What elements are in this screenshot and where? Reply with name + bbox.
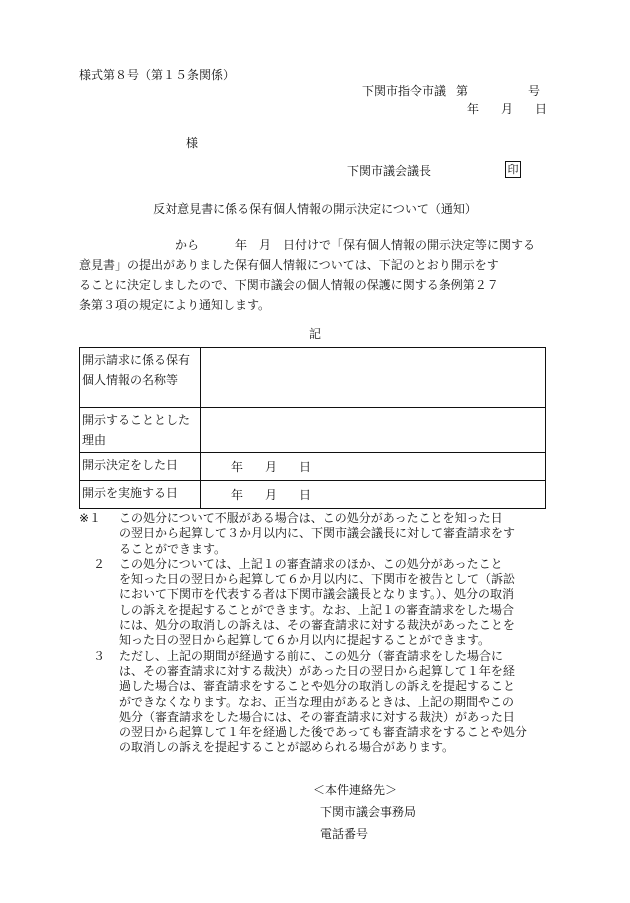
note-line: しの訴えを提起することができます。なお、上記１の審査請求をした場合: [119, 602, 515, 617]
note-number: ※１: [79, 511, 102, 525]
doc-number-prefix: 下関市指令市議: [362, 84, 447, 98]
doc-number-go: 号: [528, 84, 541, 98]
table-row: [80, 408, 546, 453]
document-number: [362, 83, 540, 99]
table-label: 開示請求に係る保有個人情報の名称等: [80, 348, 201, 408]
table-label: 開示することとした理由: [80, 408, 201, 453]
note-line: 過した場合は、審査請求をすることや処分の取消しの訴えを提起すること: [119, 679, 516, 694]
note-line: この処分について不服がある場合は、この処分があったことを知った日: [119, 511, 503, 525]
date-year: 年: [467, 102, 480, 116]
note-line: の翌日から起算して１年を経過した後であっても審査請求をすることや処分: [119, 725, 527, 740]
note-line: の取消しの訴えを提起することが認められる場合があります。: [119, 740, 455, 755]
note-line: を知った日の翌日から起算して６か月以内に、下関市を被告として（訴訟: [119, 572, 516, 587]
table-row: [80, 481, 546, 509]
note-line: ただし、上記の期間が経過する前に、この処分（審査請求をした場合に: [119, 648, 504, 663]
info-table: [79, 347, 546, 509]
note-line: ができなくなります。なお、正当な理由があるときは、上記の期間やこの: [119, 694, 515, 709]
decision-year: 年: [231, 459, 244, 474]
note-item: [79, 649, 549, 756]
body-line: 条第３項の規定により通知します。: [79, 298, 271, 312]
table-value: [201, 408, 546, 453]
implementation-day: 日: [299, 487, 312, 502]
addressee: 様: [186, 136, 199, 150]
form-number: 様式第８号（第１５条関係）: [79, 68, 236, 82]
date-month: 月: [501, 102, 514, 116]
note-line: には、処分の取消しの訴えは、その審査請求に対する裁決があったことを: [119, 618, 515, 633]
contact-phone-label: 電話番号: [320, 827, 369, 841]
body-paragraph: [79, 235, 549, 315]
body-line: から 年 月 日付けで「保有個人情報の開示決定等に関する: [79, 238, 536, 252]
table-row: [80, 453, 546, 481]
note-number: ３: [93, 648, 106, 663]
ki-heading: 記: [308, 327, 321, 341]
sender: 下関市議会議長: [347, 164, 432, 178]
seal-mark: 印: [505, 161, 521, 178]
note-item: [79, 557, 549, 649]
notes-section: [79, 511, 549, 756]
document-title: 反対意見書に係る保有個人情報の開示決定について（通知）: [153, 202, 477, 216]
doc-number-dai: 第: [456, 84, 469, 98]
contact-heading: ＜本件連絡先＞: [313, 783, 398, 797]
decision-day: 日: [299, 459, 312, 474]
decision-month: 月: [265, 459, 278, 474]
note-line: この処分については、上記１の審査請求のほか、この処分があったこと: [119, 556, 503, 571]
note-item: [79, 511, 549, 557]
body-line: 意見書」の提出がありました保有個人情報については、下記のとおり開示をす: [79, 258, 499, 272]
table-label: 開示を実施する日: [80, 481, 201, 509]
table-date-value: [201, 453, 546, 481]
table-row: [80, 348, 546, 408]
document-date: [467, 101, 547, 117]
date-day: 日: [535, 102, 548, 116]
table-date-value: [201, 481, 546, 509]
implementation-month: 月: [265, 487, 278, 502]
note-line: の翌日から起算して３か月以内に、下関市議会議長に対して審査請求をす: [119, 526, 516, 541]
table-label: 開示決定をした日: [80, 453, 201, 481]
table-value: [201, 348, 546, 408]
implementation-year: 年: [231, 487, 244, 502]
note-line: 知った日の翌日から起算して６か月以内に提起することができます。: [119, 633, 491, 648]
body-line: ることに決定しましたので、下関市議会の個人情報の保護に関する条例第２７: [79, 278, 499, 292]
note-number: ２: [93, 556, 106, 571]
note-line: において下関市を代表する者は下関市議会議長となります。）、処分の取消: [119, 587, 515, 602]
note-line: は、その審査請求に対する裁決）があった日の翌日から起算して１年を経: [119, 663, 515, 678]
contact-office: 下関市議会事務局: [320, 805, 417, 819]
note-line: ることができます。: [119, 541, 227, 556]
note-line: 処分（審査請求をした場合には、その審査請求に対する裁決）があった日: [119, 709, 515, 724]
